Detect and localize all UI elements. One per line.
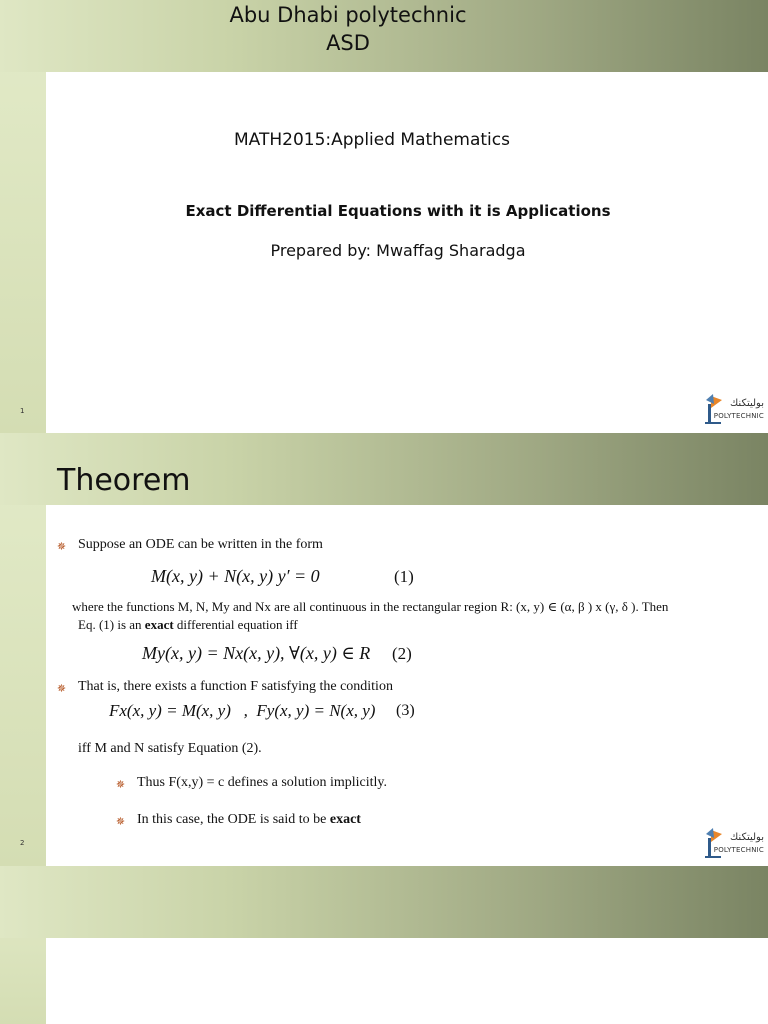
slide-1-title: Exact Differential Equations with it is Applications: [185, 202, 611, 220]
slide-1: [0, 0, 768, 433]
equation-1-number: (1): [394, 567, 414, 586]
iff-line: iff M and N satisfy Equation (2).: [78, 741, 262, 756]
sub-bullet-2-prefix: In this case, the ODE is said to be: [137, 812, 330, 827]
slide-2-title: Theorem: [57, 463, 191, 498]
bullet-2-text: That is, there exists a function F satisfying the condition: [78, 679, 393, 694]
polytechnic-logo-icon: [704, 826, 766, 864]
sub-bullet-2-text: [137, 812, 361, 828]
equation-2-number: (2): [392, 644, 412, 663]
slide-1-header-line-1: Abu Dhabi polytechnic: [229, 3, 467, 27]
ornate-star-bullet-icon: ✵: [115, 815, 126, 828]
sub-bullet-2-exact: exact: [329, 812, 361, 827]
course-title: MATH2015:Applied Mathematics: [233, 130, 510, 150]
polytechnic-logo-icon: [704, 392, 766, 430]
ornate-star-bullet-icon: ✵: [56, 682, 67, 695]
ornate-star-bullet-icon: ✵: [56, 540, 67, 553]
slide-3: [0, 866, 768, 1024]
equation-1: M(x, y) + N(x, y) y′ = 0: [151, 566, 320, 586]
sub-bullet-1-text: Thus F(x,y) = c defines a solution implicitly.: [137, 775, 388, 790]
prepared-by: Prepared by: Mwaffag Sharadga: [270, 241, 526, 260]
conditions-paragraph-line-2: [78, 617, 298, 633]
equation-2: My(x, y) = Nx(x, y), ∀(x, y) ∈ R: [142, 643, 371, 663]
ornate-star-bullet-icon: ✵: [115, 778, 126, 791]
conditions-paragraph-line-1: where the functions M, N, My and Nx are all continuous in the rectangular region R: (x, y) ∈ (α, β ) x (γ, δ ). Then: [72, 599, 669, 614]
logo-text-english: POLYTECHNIC: [713, 412, 764, 420]
slide-2-number: 2: [20, 839, 25, 847]
equation-3: Fx(x, y) = M(x, y) , Fy(x, y) = N(x, y): [109, 701, 376, 720]
bullet-1-text: Suppose an ODE can be written in the form: [78, 537, 323, 552]
equation-3-number: (3): [396, 702, 415, 719]
logo-text-arabic: بوليتكنك: [730, 832, 764, 843]
paragraph-text-end: differential equation iff: [173, 617, 298, 632]
logo-text-arabic: بوليتكنك: [730, 398, 764, 409]
paragraph-text: Eq. (1) is an: [78, 617, 145, 632]
slide-2: [0, 433, 768, 866]
slide-1-header-line-2: ASD: [326, 31, 370, 55]
slide-3-header-band: [0, 866, 768, 938]
slide-1-number: 1: [20, 407, 25, 415]
exact-emphasis: exact: [144, 617, 174, 632]
logo-text-english: POLYTECHNIC: [713, 846, 764, 854]
